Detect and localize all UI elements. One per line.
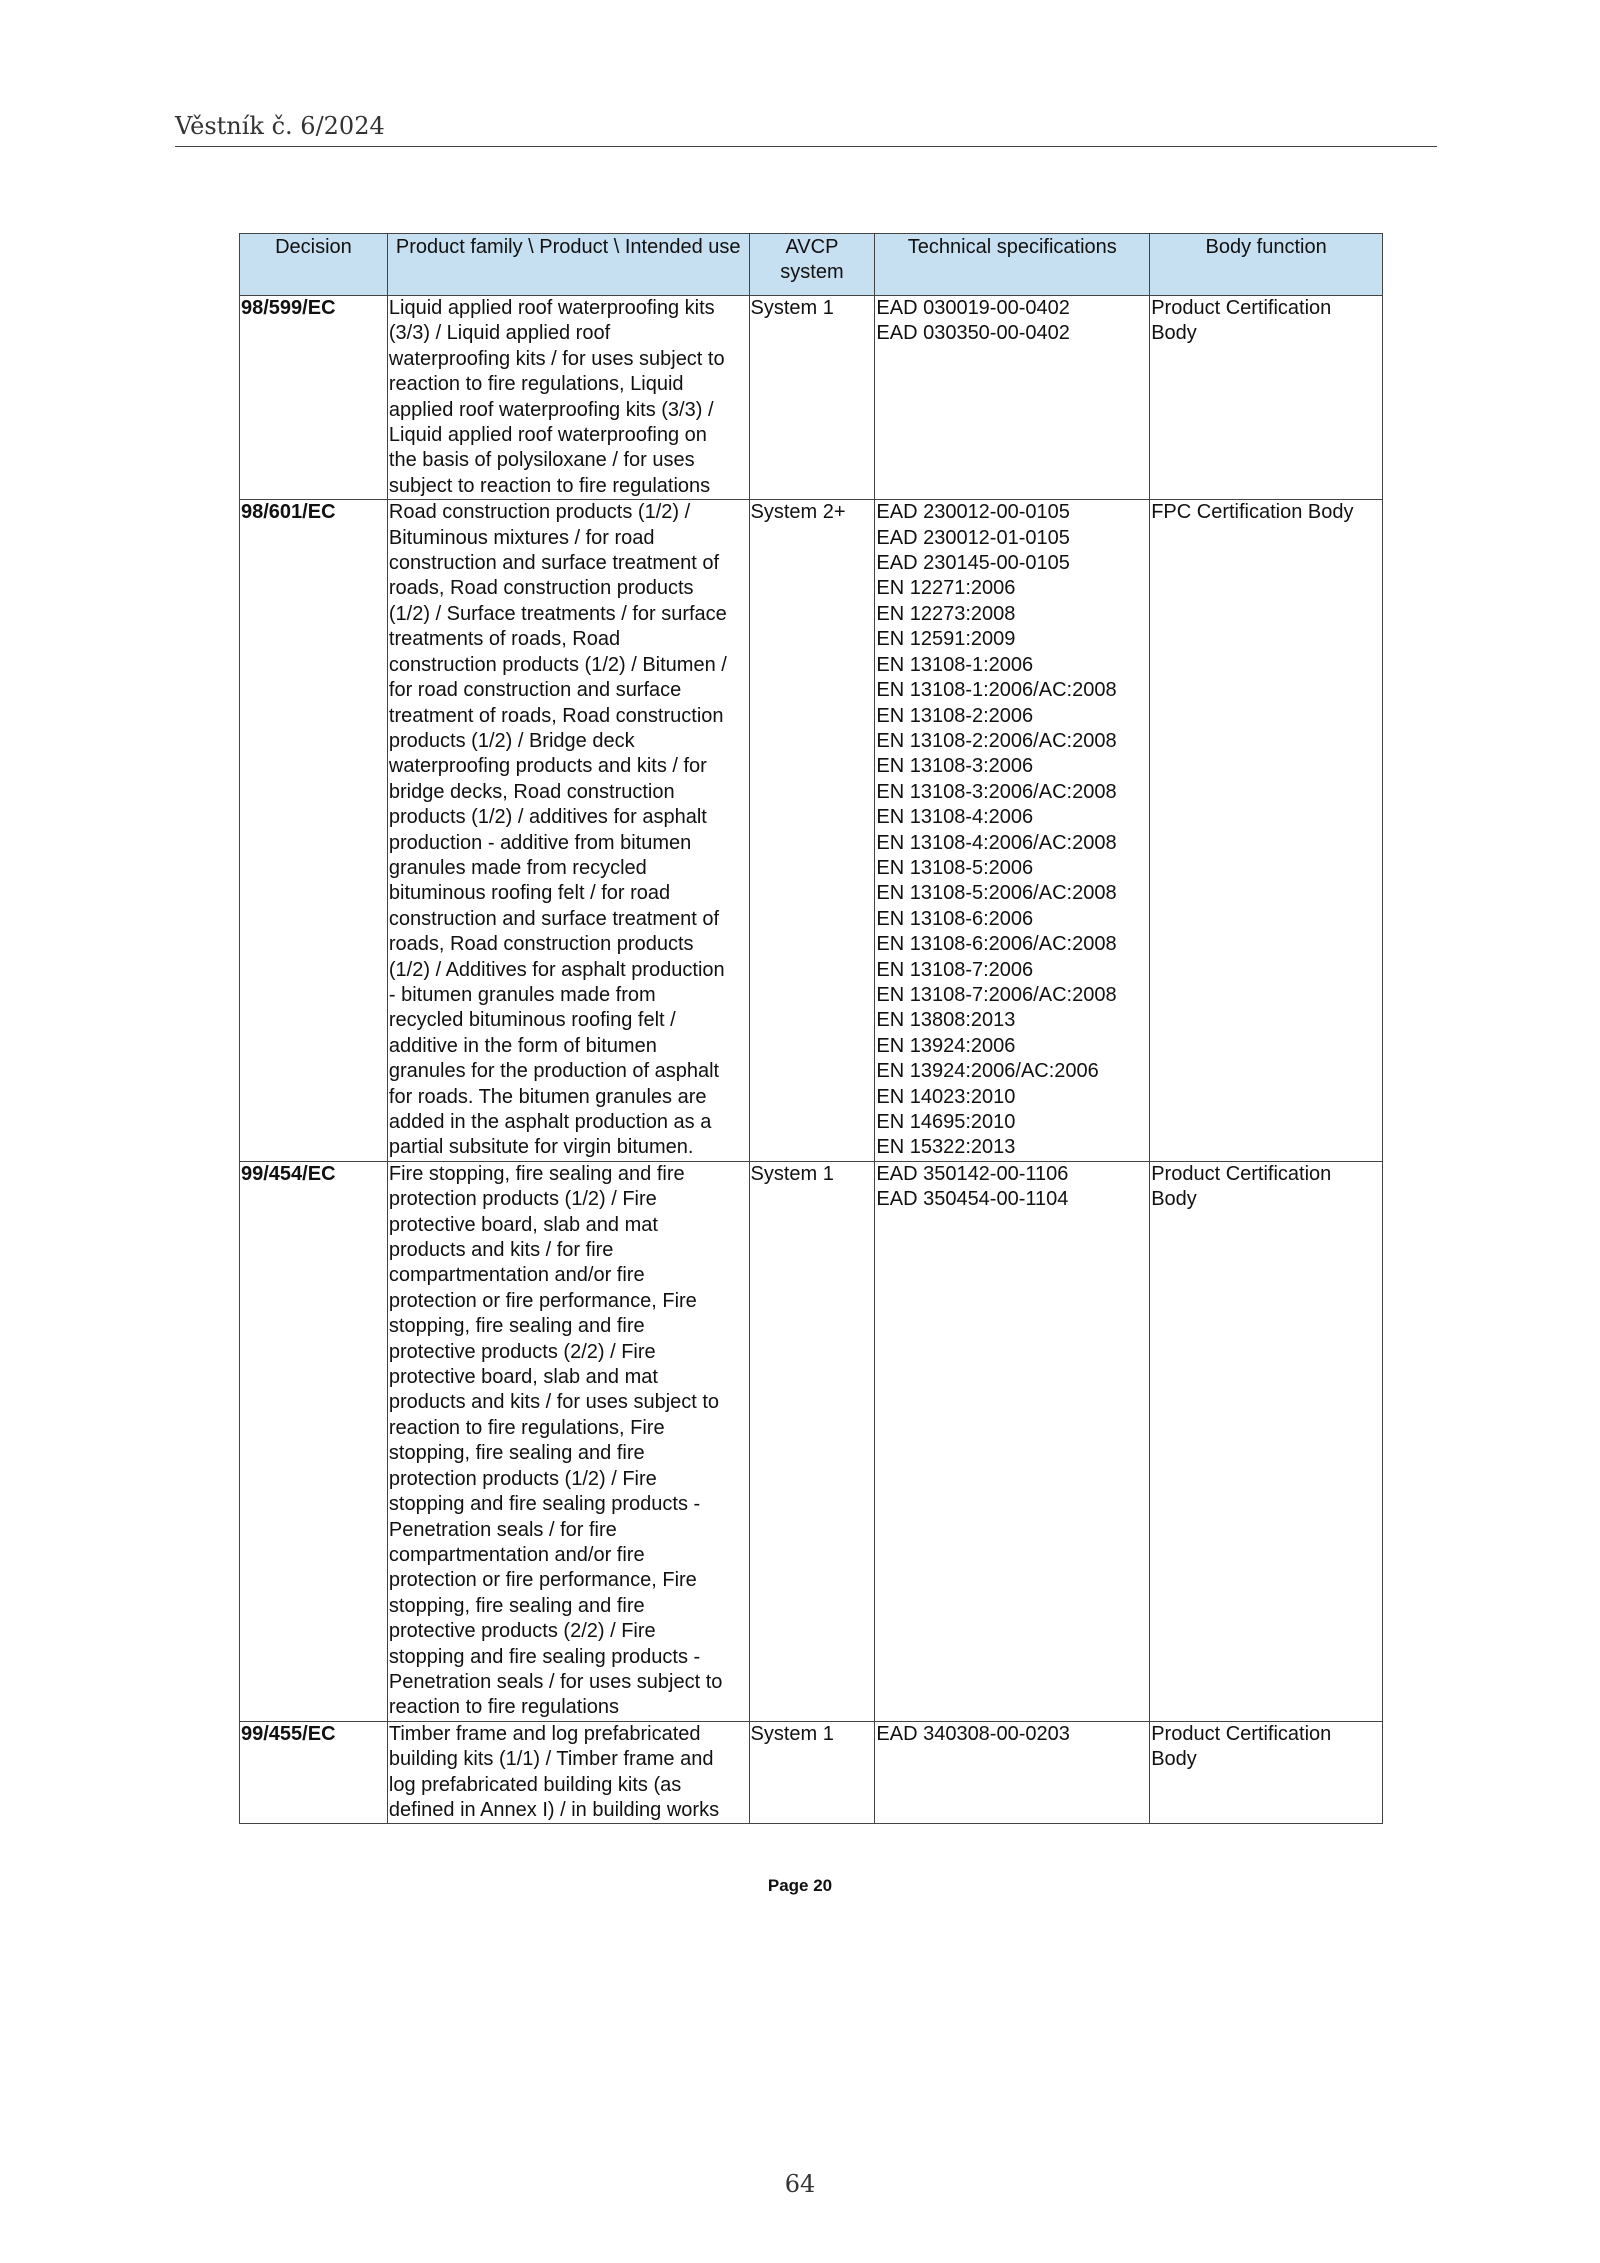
body-cell: Product Certification Body xyxy=(1150,1161,1383,1721)
decision-cell: 99/455/EC xyxy=(240,1721,388,1824)
col-product: Product family \ Product \ Intended use xyxy=(387,234,749,296)
table-header-row xyxy=(240,234,1383,296)
table-row xyxy=(240,500,1383,1162)
body-cell: Product Certification Body xyxy=(1150,1721,1383,1824)
product-cell: Timber frame and log prefabricated building kits (1/1) / Timber frame and log prefabricated building kits (as defined in Annex I) / in building works xyxy=(387,1721,749,1824)
decision-cell: 98/601/EC xyxy=(240,500,388,1162)
avcp-cell: System 1 xyxy=(749,1721,875,1824)
avcp-cell: System 1 xyxy=(749,1161,875,1721)
page-number: 64 xyxy=(784,2170,816,2198)
specs-cell: EAD 340308-00-0203 xyxy=(875,1721,1150,1824)
decision-cell: 98/599/EC xyxy=(240,296,388,500)
journal-header: Věstník č. 6/2024 xyxy=(175,112,1437,147)
product-cell: Fire stopping, fire sealing and fire protection products (1/2) / Fire protective board, slab and mat products and kits / for fire compartmentation and/or fire protection or fire performance, Fire stopping, fire sealing and fire protective products (2/2) / Fire protective board, slab and mat products and kits / for uses subject to reaction to fire regulations, Fire stopping, fire sealing and fire protection products (1/2) / Fire stopping and fire sealing products - Penetration seals / for fire compartmentation and/or fire protection or fire performance, Fire stopping, fire sealing and fire protective products (2/2) / Fire stopping and fire sealing products - Penetration seals / for uses subject to reaction to fire regulations xyxy=(387,1161,749,1721)
specs-cell: EAD 230012-00-0105 EAD 230012-01-0105 EAD 230145-00-0105 EN 12271:2006 EN 12273:2008 EN 12591:2009 EN 13108-1:2006 EN 13108-1:2006/AC:2008 EN 13108-2:2006 EN 13108-2:2006/AC:2008 EN 13108-3:2006 EN 13108-3:2006/AC:2008 EN 13108-4:2006 EN 13108-4:2006/AC:2008 EN 13108-5:2006 EN 13108-5:2006/AC:2008 EN 13108-6:2006 EN 13108-6:2006/AC:2008 EN 13108-7:2006 EN 13108-7:2006/AC:2008 EN 13808:2013 EN 13924:2006 EN 13924:2006/AC:2006 EN 14023:2010 EN 14695:2010 EN 15322:2013 xyxy=(875,500,1150,1162)
specs-cell: EAD 030019-00-0402 EAD 030350-00-0402 xyxy=(875,296,1150,500)
decision-cell: 99/454/EC xyxy=(240,1161,388,1721)
table-row xyxy=(240,1721,1383,1824)
body-cell: FPC Certification Body xyxy=(1150,500,1383,1162)
col-body: Body function xyxy=(1150,234,1383,296)
col-specs: Technical specifications xyxy=(875,234,1150,296)
body-cell: Product Certification Body xyxy=(1150,296,1383,500)
specs-cell: EAD 350142-00-1106 EAD 350454-00-1104 xyxy=(875,1161,1150,1721)
col-avcp: AVCP system xyxy=(749,234,875,296)
table-row xyxy=(240,296,1383,500)
decisions-table xyxy=(239,233,1383,1824)
avcp-cell: System 2+ xyxy=(749,500,875,1162)
product-cell: Liquid applied roof waterproofing kits (3/3) / Liquid applied roof waterproofing kits / for uses subject to reaction to fire regulations, Liquid applied roof waterproofing kits (3/3) / Liquid applied roof waterproofing on the basis of polysiloxane / for uses subject to reaction to fire regulations xyxy=(387,296,749,500)
col-decision: Decision xyxy=(240,234,388,296)
avcp-cell: System 1 xyxy=(749,296,875,500)
table-row xyxy=(240,1161,1383,1721)
product-cell: Road construction products (1/2) / Bituminous mixtures / for road construction and surface treatment of roads, Road construction products (1/2) / Surface treatments / for surface treatments of roads, Road construction products (1/2) / Bitumen / for road construction and surface treatment of roads, Road construction products (1/2) / Bridge deck waterproofing products and kits / for bridge decks, Road construction products (1/2) / additives for asphalt production - additive from bitumen granules made from recycled bituminous roofing felt / for road construction and surface treatment of roads, Road construction products (1/2) / Additives for asphalt production - bitumen granules made from recycled bituminous roofing felt / additive in the form of bitumen granules for the production of asphalt for roads. The bitumen granules are added in the asphalt production as a partial subsitute for virgin bitumen. xyxy=(387,500,749,1162)
page-label: Page 20 xyxy=(767,1876,833,1895)
